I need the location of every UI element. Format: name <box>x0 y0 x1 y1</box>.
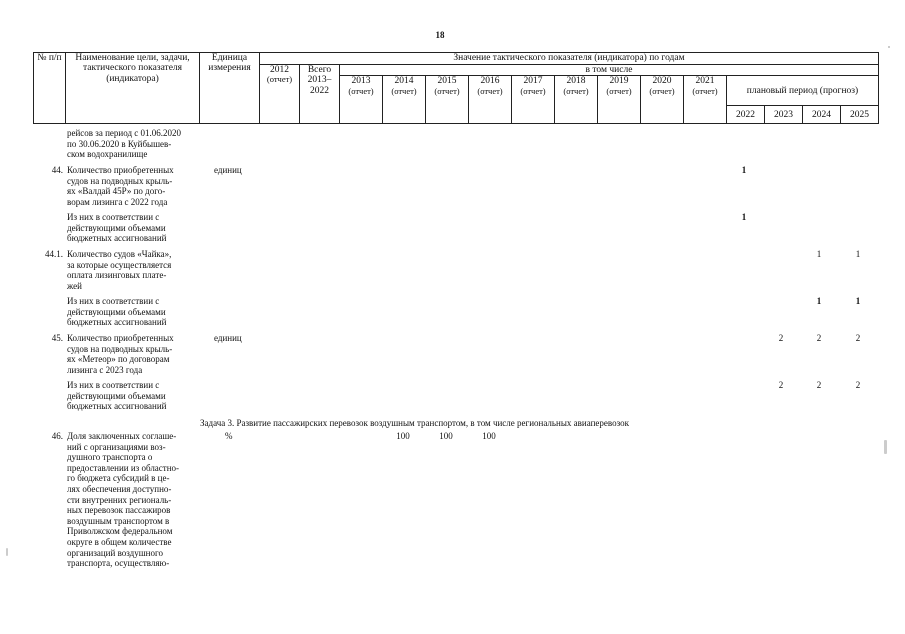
header-planned-2025: 2025 <box>841 106 879 124</box>
header-year-2021: 2021 (отчет) <box>684 76 727 124</box>
row-46-value-1: 100 <box>396 431 410 441</box>
row-45-of-which-value-2025: 2 <box>855 380 861 390</box>
scan-speck <box>6 548 8 556</box>
row-46-value-3: 100 <box>482 431 496 441</box>
row-number-45: 45. <box>51 333 63 343</box>
header-year-2020: 2020 (отчет) <box>641 76 684 124</box>
row-44-1-of-which-value-2024: 1 <box>816 296 822 306</box>
row-44-1-of-which-value-2025: 1 <box>855 296 861 306</box>
header-values-title: Значение тактического показателя (индикатора) по годам <box>260 53 879 65</box>
row-44-value-2022: 1 <box>741 165 747 175</box>
header-planned-2023: 2023 <box>765 106 803 124</box>
row-unit-46: % <box>225 431 233 441</box>
header-2012: 2012 (отчет) <box>260 65 300 124</box>
row-text-44: Количество приобретенных судов на подводных крыль- ях «Валдай 45Р» по дого- ворам лизинга с 2022 года <box>67 165 174 207</box>
header-year-2017: 2017 (отчет) <box>512 76 555 124</box>
row-46-value-2: 100 <box>439 431 453 441</box>
row-44-of-which-value-2022: 1 <box>741 212 747 222</box>
row-number-44-1: 44.1. <box>45 249 63 259</box>
indicator-table-header <box>33 52 879 124</box>
row-text-46: Доля заключенных соглаше- ний с организациями воз- душного транспорта о предоставлении из областно- го бюджета субсидий в це- лях обеспечения доступно- сти внутренних региональ- ных перевозок пассажиров воздушным транспортом в Приволжском федеральном округе в общем количестве организаций воздушного транспорта, осуществляю- <box>67 431 180 569</box>
header-planned-2022: 2022 <box>727 106 765 124</box>
header-name: Наименование цели, задачи, тактического показателя (индикатора) <box>66 53 200 124</box>
row-45-of-which-value-2024: 2 <box>816 380 822 390</box>
header-number: № п/п <box>34 53 66 124</box>
page-number: 18 <box>435 30 445 40</box>
row-45-value-2025: 2 <box>855 333 861 343</box>
row-text-44-of-which: Из них в соответствии с действующими объемами бюджетных ассигнований <box>67 212 167 244</box>
header-year-2018: 2018 (отчет) <box>555 76 598 124</box>
row-text-45: Количество приобретенных судов на подводных крыль- ях «Метеор» по договорам лизинга с 2023 года <box>67 333 174 375</box>
header-unit: Единица измерения <box>200 53 260 124</box>
header-year-2016: 2016 (отчет) <box>469 76 512 124</box>
row-unit-44: единиц <box>214 165 242 175</box>
row-text-45-of-which: Из них в соответствии с действующими объемами бюджетных ассигнований <box>67 380 167 412</box>
header-year-2014: 2014 (отчет) <box>383 76 426 124</box>
row-text-44-1-of-which: Из них в соответствии с действующими объемами бюджетных ассигнований <box>67 296 167 328</box>
table-body <box>33 128 883 628</box>
header-including: в том числе <box>340 65 879 76</box>
row-text-continuation: рейсов за период с 01.06.2020 по 30.06.2020 в Куйбышев- ском водохранилище <box>67 128 182 160</box>
row-text-44-1: Количество судов «Чайка», за которые осуществляется оплата лизинговых плате- жей <box>67 249 172 291</box>
row-45-of-which-value-2023: 2 <box>778 380 784 390</box>
row-44-1-value-2025: 1 <box>855 249 861 259</box>
task-3-title: Задача 3. Развитие пассажирских перевозок воздушным транспортом, в том числе региональных авиаперевозок <box>200 418 629 428</box>
header-planned-2024: 2024 <box>803 106 841 124</box>
row-44-1-value-2024: 1 <box>816 249 822 259</box>
row-number-46: 46. <box>51 431 63 441</box>
row-45-value-2024: 2 <box>816 333 822 343</box>
scan-speck <box>884 440 887 454</box>
header-year-2015: 2015 (отчет) <box>426 76 469 124</box>
row-unit-45: единиц <box>214 333 242 343</box>
scan-speck <box>888 46 890 48</box>
header-planned-period: плановый период (прогноз) <box>727 76 879 106</box>
row-45-value-2023: 2 <box>778 333 784 343</box>
header-year-2019: 2019 (отчет) <box>598 76 641 124</box>
header-year-2013: 2013 (отчет) <box>340 76 383 124</box>
row-number-44: 44. <box>51 165 63 175</box>
header-total: Всего 2013– 2022 <box>300 65 340 124</box>
